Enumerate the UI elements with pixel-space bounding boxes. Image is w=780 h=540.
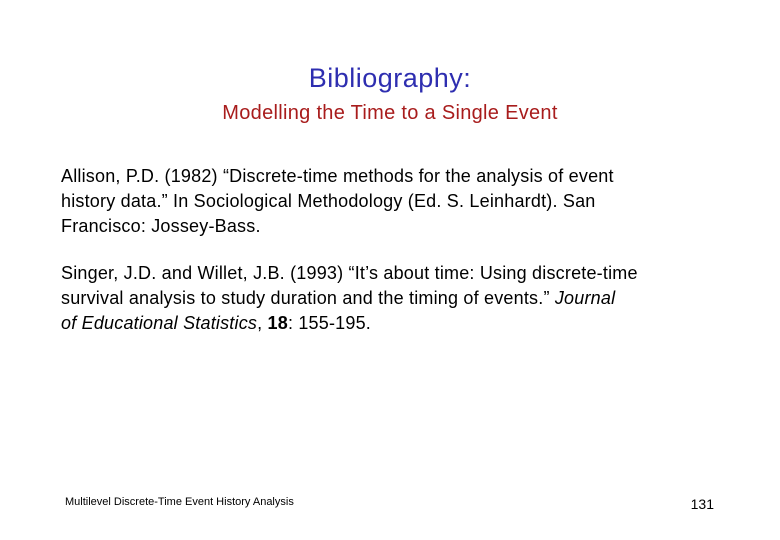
separator: , <box>257 313 268 333</box>
reference-line <box>61 311 711 336</box>
reference-line <box>61 286 711 311</box>
page-number: 131 <box>690 496 714 512</box>
footer-text: Multilevel Discrete-Time Event History Analysis <box>65 496 294 508</box>
page-range: : 155-195. <box>287 313 371 333</box>
reference-singer-willet <box>61 261 711 336</box>
reference-line: Singer, J.D. and Willet, J.B. (1993) “It’s about time: Using discrete-time <box>61 263 638 283</box>
volume-number: 18 <box>267 313 288 333</box>
reference-line: history data.” In Sociological Methodology (Ed. S. Leinhardt). San <box>61 191 596 211</box>
slide-subtitle: Modelling the Time to a Single Event <box>222 102 558 124</box>
reference-allison <box>61 164 711 239</box>
reference-line: Allison, P.D. (1982) “Discrete-time methods for the analysis of event <box>61 166 614 186</box>
slide-title: Bibliography: <box>308 63 472 93</box>
reference-line: Francisco: Jossey-Bass. <box>61 216 261 236</box>
journal-name: Journal <box>554 288 616 308</box>
reference-text: survival analysis to study duration and the timing of events.” <box>61 288 555 308</box>
journal-name: of Educational Statistics <box>61 313 258 333</box>
